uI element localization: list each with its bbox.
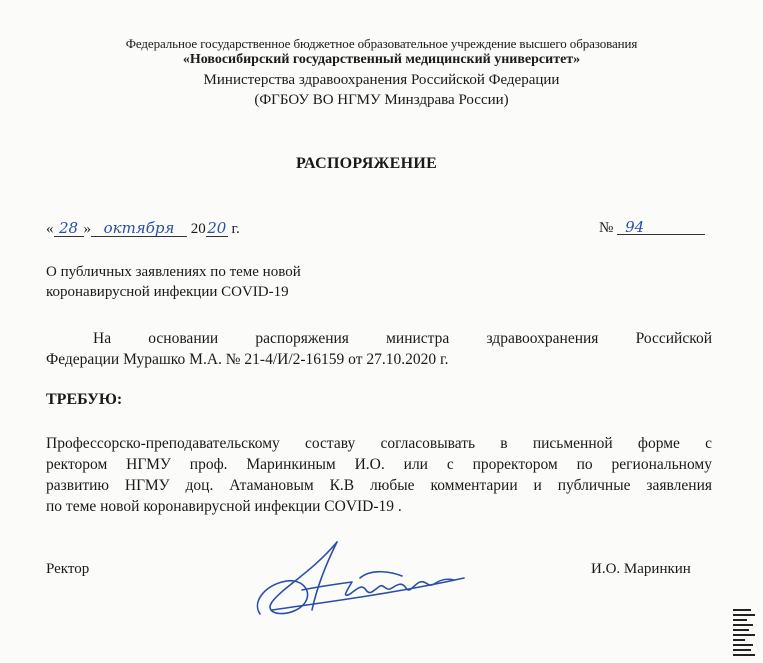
signatory-name: И.О. Маринкин [591,561,691,577]
university-name: «Новосибирский государственный медицинский университет» [182,52,581,67]
order-line: по теме новой коронавирусной инфекции COVID-19 . [46,498,402,515]
basis-paragraph [46,328,712,370]
date-line [46,219,276,241]
number-sign: № [599,220,614,236]
date-year-abbrev: г. [231,221,240,237]
ministry-name: Министерства здравоохранения Российской Федерации [203,72,560,88]
subject-line: коронавирусной инфекции COVID-19 [46,284,289,300]
signatory-position: Ректор [46,561,90,577]
order-number: 94 [617,218,705,235]
org-abbreviation: (ФГБОУ ВО НГМУ Минздрава России) [254,92,509,108]
handwritten-signature [242,532,472,622]
order-line: развитию НГМУ доц. Атамановым К.В любые комментарии и публичные заявления [46,477,712,494]
order-line: Профессорско-преподавательскому составу согласовывать в письменной форме с [46,435,712,452]
date-close-quote: » [83,221,91,237]
order-paragraph [46,433,712,517]
date-day: 28 [54,219,84,237]
barcode [733,609,757,661]
date-year-suffix: 20 [207,219,227,237]
order-number-line [599,218,705,237]
subject-block [46,262,301,302]
date-open-quote: « [46,221,54,237]
org-full-name: Федеральное государственное бюджетное образовательное учреждение высшего образования [125,36,638,51]
date-month: октября [91,219,187,237]
order-line: ректором НГМУ проф. Маринкиным И.О. или с проректором по региональному [46,456,712,473]
demand-heading: ТРЕБУЮ: [46,391,123,408]
subject-line: О публичных заявлениях по теме новой [46,264,301,280]
document-title: РАСПОРЯЖЕНИЕ [296,155,438,172]
basis-line: На основании распоряжения министра здравоохранения Российской [93,330,712,347]
date-year-prefix: 20 [190,221,206,237]
basis-line: Федерации Мурашко М.А. № 21-4/И/2-16159 от 27.10.2020 г. [46,351,449,368]
